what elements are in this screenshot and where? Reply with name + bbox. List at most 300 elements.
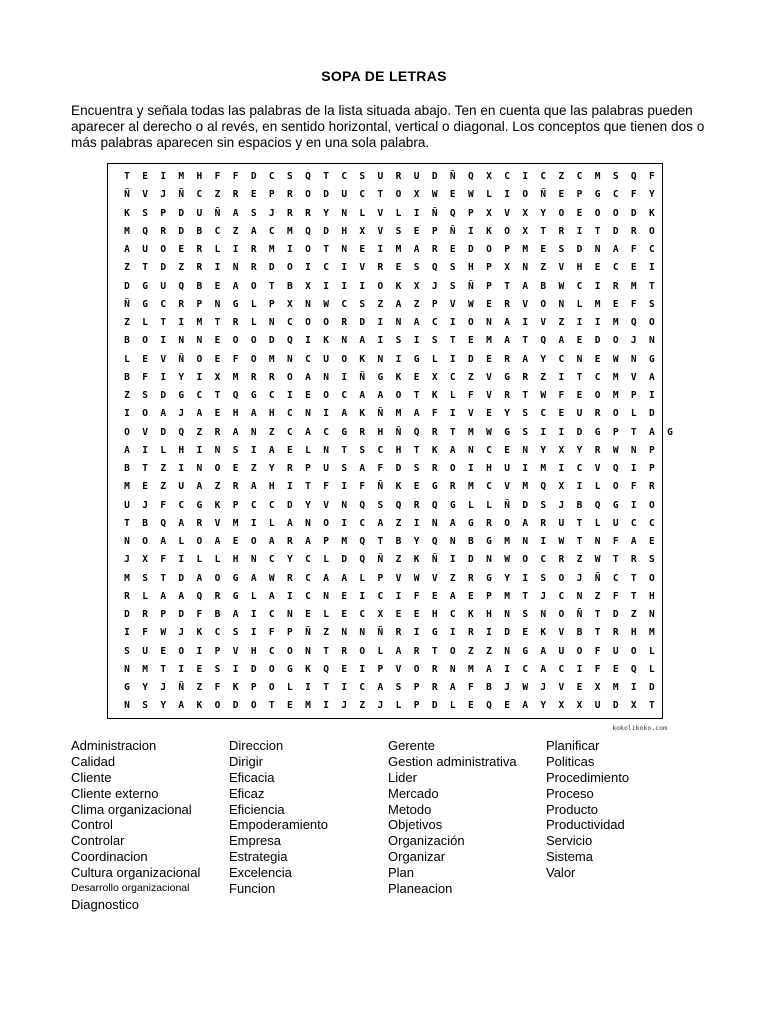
- grid-letter[interactable]: K: [431, 390, 438, 401]
- grid-letter[interactable]: Y: [268, 463, 275, 474]
- grid-letter[interactable]: V: [558, 682, 565, 693]
- grid-letter[interactable]: V: [486, 371, 492, 383]
- grid-letter[interactable]: V: [504, 481, 510, 493]
- grid-letter[interactable]: G: [196, 499, 203, 511]
- grid-letter[interactable]: D: [612, 225, 619, 237]
- grid-letter[interactable]: P: [160, 207, 167, 219]
- grid-letter[interactable]: Q: [431, 536, 438, 547]
- grid-letter[interactable]: T: [576, 517, 583, 529]
- grid-letter[interactable]: G: [649, 353, 655, 365]
- grid-letter[interactable]: V: [377, 225, 384, 237]
- grid-letter[interactable]: L: [268, 517, 275, 529]
- grid-letter[interactable]: M: [142, 663, 148, 675]
- grid-letter[interactable]: Y: [540, 444, 547, 456]
- grid-letter[interactable]: N: [431, 517, 438, 529]
- grid-letter[interactable]: P: [413, 682, 420, 693]
- grid-letter[interactable]: D: [178, 572, 185, 584]
- grid-letter[interactable]: C: [305, 554, 311, 566]
- grid-letter[interactable]: I: [540, 536, 547, 547]
- grid-letter[interactable]: S: [649, 298, 655, 310]
- grid-letter[interactable]: Z: [377, 298, 384, 310]
- grid-letter[interactable]: M: [124, 225, 130, 237]
- grid-letter[interactable]: R: [160, 225, 167, 237]
- grid-letter[interactable]: R: [395, 627, 402, 639]
- grid-letter[interactable]: G: [377, 371, 384, 383]
- grid-letter[interactable]: Y: [504, 572, 510, 584]
- grid-letter[interactable]: S: [612, 171, 619, 182]
- grid-letter[interactable]: E: [413, 481, 420, 493]
- grid-letter[interactable]: N: [214, 298, 221, 310]
- grid-letter[interactable]: H: [486, 609, 492, 620]
- grid-letter[interactable]: C: [486, 481, 492, 493]
- grid-letter[interactable]: A: [504, 317, 510, 328]
- grid-letter[interactable]: I: [178, 663, 185, 675]
- grid-letter[interactable]: X: [287, 298, 293, 310]
- grid-letter[interactable]: O: [268, 663, 275, 675]
- grid-letter[interactable]: N: [486, 554, 492, 566]
- grid-letter[interactable]: R: [431, 682, 438, 693]
- grid-letter[interactable]: I: [214, 262, 221, 274]
- grid-letter[interactable]: T: [522, 390, 529, 401]
- grid-letter[interactable]: B: [540, 280, 547, 292]
- grid-letter[interactable]: A: [160, 590, 167, 602]
- grid-letter[interactable]: Q: [232, 390, 239, 401]
- grid-letter[interactable]: O: [250, 335, 257, 347]
- grid-letter[interactable]: E: [468, 700, 474, 712]
- grid-letter[interactable]: L: [323, 609, 329, 620]
- grid-letter[interactable]: J: [576, 572, 583, 584]
- grid-letter[interactable]: O: [359, 645, 366, 657]
- grid-letter[interactable]: L: [649, 663, 655, 675]
- grid-letter[interactable]: Ñ: [431, 554, 438, 566]
- grid-letter[interactable]: M: [232, 517, 239, 529]
- grid-letter[interactable]: C: [359, 609, 366, 620]
- grid-letter[interactable]: D: [468, 353, 474, 365]
- grid-letter[interactable]: D: [359, 317, 366, 328]
- grid-letter[interactable]: N: [323, 444, 329, 456]
- grid-letter[interactable]: R: [287, 463, 293, 474]
- grid-letter[interactable]: G: [341, 426, 348, 438]
- grid-letter[interactable]: B: [124, 335, 130, 347]
- grid-letter[interactable]: Q: [540, 481, 547, 493]
- grid-letter[interactable]: C: [576, 280, 583, 292]
- grid-letter[interactable]: S: [395, 225, 402, 237]
- grid-letter[interactable]: Y: [178, 371, 185, 383]
- grid-letter[interactable]: J: [540, 682, 547, 693]
- grid-letter[interactable]: I: [468, 463, 474, 474]
- grid-letter[interactable]: D: [287, 499, 293, 511]
- grid-letter[interactable]: F: [612, 590, 619, 602]
- grid-letter[interactable]: H: [341, 225, 348, 237]
- grid-letter[interactable]: Ñ: [124, 189, 130, 201]
- grid-letter[interactable]: O: [142, 335, 148, 347]
- grid-letter[interactable]: N: [649, 609, 655, 620]
- grid-letter[interactable]: M: [522, 244, 529, 255]
- grid-letter[interactable]: P: [486, 262, 492, 274]
- grid-letter[interactable]: I: [395, 590, 402, 602]
- grid-letter[interactable]: M: [305, 700, 311, 712]
- grid-letter[interactable]: L: [449, 390, 456, 401]
- grid-letter[interactable]: H: [268, 408, 275, 420]
- grid-letter[interactable]: I: [413, 335, 420, 347]
- grid-letter[interactable]: P: [504, 244, 510, 255]
- grid-letter[interactable]: E: [232, 536, 239, 547]
- grid-letter[interactable]: C: [268, 390, 275, 401]
- grid-letter[interactable]: D: [250, 171, 257, 182]
- grid-letter[interactable]: E: [287, 444, 293, 456]
- grid-letter[interactable]: I: [341, 481, 348, 493]
- grid-letter[interactable]: X: [558, 700, 565, 712]
- grid-letter[interactable]: I: [178, 554, 185, 566]
- grid-letter[interactable]: Q: [323, 663, 329, 675]
- grid-letter[interactable]: S: [359, 444, 366, 456]
- grid-letter[interactable]: I: [522, 463, 529, 474]
- grid-letter[interactable]: V: [359, 262, 366, 274]
- grid-letter[interactable]: S: [359, 171, 366, 182]
- grid-letter[interactable]: O: [196, 353, 203, 365]
- grid-letter[interactable]: I: [558, 426, 565, 438]
- grid-letter[interactable]: U: [612, 645, 619, 657]
- grid-letter[interactable]: H: [431, 609, 438, 620]
- grid-letter[interactable]: O: [395, 390, 402, 401]
- grid-letter[interactable]: C: [612, 572, 619, 584]
- grid-letter[interactable]: O: [323, 317, 329, 328]
- grid-letter[interactable]: T: [449, 335, 456, 347]
- grid-letter[interactable]: J: [160, 682, 167, 693]
- grid-letter[interactable]: S: [522, 426, 529, 438]
- grid-letter[interactable]: N: [250, 554, 257, 566]
- grid-letter[interactable]: N: [341, 244, 348, 255]
- grid-letter[interactable]: Q: [359, 536, 366, 547]
- grid-letter[interactable]: O: [287, 371, 293, 383]
- grid-letter[interactable]: T: [522, 590, 529, 602]
- grid-letter[interactable]: P: [287, 627, 293, 639]
- grid-letter[interactable]: K: [323, 335, 329, 347]
- grid-letter[interactable]: E: [486, 408, 492, 420]
- grid-letter[interactable]: A: [522, 517, 529, 529]
- grid-letter[interactable]: D: [468, 554, 474, 566]
- grid-letter[interactable]: G: [413, 353, 420, 365]
- grid-letter[interactable]: N: [268, 317, 275, 328]
- grid-letter[interactable]: K: [395, 280, 402, 292]
- grid-letter[interactable]: G: [449, 499, 456, 511]
- grid-letter[interactable]: Ñ: [377, 554, 384, 566]
- grid-letter[interactable]: V: [232, 645, 239, 657]
- grid-letter[interactable]: N: [287, 609, 293, 620]
- grid-letter[interactable]: M: [232, 371, 239, 383]
- grid-letter[interactable]: E: [178, 244, 185, 255]
- grid-letter[interactable]: R: [250, 371, 257, 383]
- grid-letter[interactable]: L: [649, 645, 655, 657]
- grid-letter[interactable]: R: [196, 517, 203, 529]
- grid-letter[interactable]: O: [649, 499, 655, 511]
- grid-letter[interactable]: S: [395, 682, 402, 693]
- grid-letter[interactable]: W: [540, 390, 547, 401]
- grid-letter[interactable]: V: [395, 663, 402, 675]
- grid-letter[interactable]: O: [558, 572, 565, 584]
- grid-letter[interactable]: A: [341, 408, 348, 420]
- grid-letter[interactable]: Z: [160, 463, 167, 474]
- grid-letter[interactable]: C: [214, 627, 221, 639]
- grid-letter[interactable]: P: [305, 463, 311, 474]
- grid-letter[interactable]: Z: [540, 262, 547, 274]
- grid-letter[interactable]: L: [359, 572, 366, 584]
- grid-letter[interactable]: Z: [196, 426, 203, 438]
- grid-letter[interactable]: C: [540, 408, 547, 420]
- grid-letter[interactable]: P: [413, 700, 420, 712]
- grid-letter[interactable]: Q: [449, 207, 456, 219]
- grid-letter[interactable]: G: [232, 298, 239, 310]
- grid-letter[interactable]: Z: [268, 426, 275, 438]
- grid-letter[interactable]: R: [214, 590, 221, 602]
- grid-letter[interactable]: E: [395, 609, 402, 620]
- grid-letter[interactable]: G: [431, 481, 438, 493]
- grid-letter[interactable]: M: [594, 171, 601, 182]
- grid-letter[interactable]: O: [558, 207, 565, 219]
- grid-letter[interactable]: P: [468, 207, 474, 219]
- grid-letter[interactable]: A: [377, 390, 384, 401]
- grid-letter[interactable]: G: [142, 280, 148, 292]
- grid-letter[interactable]: I: [323, 408, 329, 420]
- grid-letter[interactable]: C: [305, 353, 311, 365]
- grid-letter[interactable]: A: [250, 225, 257, 237]
- grid-letter[interactable]: V: [142, 426, 148, 438]
- grid-letter[interactable]: T: [649, 280, 655, 292]
- grid-letter[interactable]: T: [341, 444, 348, 456]
- grid-letter[interactable]: J: [377, 700, 384, 712]
- grid-letter[interactable]: D: [576, 426, 583, 438]
- grid-letter[interactable]: I: [630, 463, 637, 474]
- grid-letter[interactable]: I: [558, 463, 565, 474]
- grid-letter[interactable]: R: [413, 499, 420, 511]
- grid-letter[interactable]: F: [377, 463, 384, 474]
- grid-letter[interactable]: B: [196, 225, 203, 237]
- grid-letter[interactable]: E: [287, 700, 293, 712]
- grid-letter[interactable]: V: [323, 499, 329, 511]
- grid-letter[interactable]: Ñ: [468, 280, 474, 292]
- grid-letter[interactable]: Z: [558, 317, 565, 328]
- grid-letter[interactable]: R: [287, 207, 293, 219]
- grid-letter[interactable]: Z: [558, 171, 565, 182]
- grid-letter[interactable]: A: [540, 645, 547, 657]
- grid-letter[interactable]: E: [413, 225, 420, 237]
- grid-letter[interactable]: K: [196, 700, 203, 712]
- grid-letter[interactable]: C: [504, 171, 510, 182]
- grid-letter[interactable]: T: [124, 517, 130, 529]
- grid-letter[interactable]: F: [214, 682, 221, 693]
- grid-letter[interactable]: G: [667, 426, 673, 438]
- grid-letter[interactable]: R: [630, 225, 637, 237]
- grid-letter[interactable]: Ñ: [395, 426, 402, 438]
- grid-letter[interactable]: N: [522, 536, 529, 547]
- grid-letter[interactable]: H: [468, 262, 474, 274]
- grid-letter[interactable]: N: [323, 371, 329, 383]
- grid-letter[interactable]: F: [468, 390, 474, 401]
- grid-letter[interactable]: E: [594, 353, 601, 365]
- grid-letter[interactable]: D: [612, 700, 619, 712]
- grid-letter[interactable]: C: [612, 262, 619, 274]
- grid-letter[interactable]: C: [160, 298, 167, 310]
- grid-letter[interactable]: G: [468, 517, 474, 529]
- grid-letter[interactable]: E: [522, 627, 529, 639]
- grid-letter[interactable]: L: [124, 353, 130, 365]
- grid-letter[interactable]: O: [504, 225, 510, 237]
- grid-letter[interactable]: N: [196, 463, 203, 474]
- grid-letter[interactable]: Q: [630, 171, 637, 182]
- grid-letter[interactable]: C: [576, 171, 583, 182]
- grid-letter[interactable]: O: [250, 700, 257, 712]
- grid-letter[interactable]: Z: [594, 590, 601, 602]
- grid-letter[interactable]: C: [268, 645, 275, 657]
- grid-letter[interactable]: T: [214, 390, 221, 401]
- grid-letter[interactable]: C: [268, 171, 275, 182]
- grid-letter[interactable]: B: [576, 499, 583, 511]
- grid-letter[interactable]: N: [124, 536, 130, 547]
- grid-letter[interactable]: O: [649, 572, 655, 584]
- grid-letter[interactable]: T: [323, 682, 329, 693]
- grid-letter[interactable]: A: [413, 408, 420, 420]
- grid-letter[interactable]: T: [377, 536, 384, 547]
- grid-letter[interactable]: A: [196, 481, 203, 493]
- grid-letter[interactable]: C: [594, 371, 601, 383]
- grid-letter[interactable]: N: [594, 536, 601, 547]
- grid-letter[interactable]: A: [232, 280, 239, 292]
- grid-letter[interactable]: U: [142, 645, 148, 657]
- grid-letter[interactable]: A: [504, 335, 510, 347]
- grid-letter[interactable]: A: [359, 335, 366, 347]
- grid-letter[interactable]: D: [160, 262, 167, 274]
- grid-letter[interactable]: T: [576, 371, 583, 383]
- grid-letter[interactable]: U: [341, 189, 348, 201]
- grid-letter[interactable]: C: [196, 390, 203, 401]
- grid-letter[interactable]: R: [341, 317, 348, 328]
- grid-letter[interactable]: I: [232, 244, 239, 255]
- grid-letter[interactable]: L: [449, 700, 456, 712]
- grid-letter[interactable]: A: [395, 645, 402, 657]
- grid-letter[interactable]: A: [250, 408, 257, 420]
- grid-letter[interactable]: Z: [196, 682, 203, 693]
- grid-letter[interactable]: D: [268, 262, 275, 274]
- grid-letter[interactable]: A: [377, 517, 384, 529]
- grid-letter[interactable]: L: [395, 207, 402, 219]
- grid-letter[interactable]: I: [630, 682, 637, 693]
- grid-letter[interactable]: D: [178, 225, 185, 237]
- grid-letter[interactable]: S: [649, 554, 655, 566]
- grid-letter[interactable]: Q: [630, 663, 637, 675]
- grid-letter[interactable]: R: [341, 645, 348, 657]
- grid-letter[interactable]: N: [305, 517, 311, 529]
- grid-letter[interactable]: Q: [305, 225, 311, 237]
- grid-letter[interactable]: F: [649, 171, 655, 182]
- grid-letter[interactable]: Z: [468, 645, 474, 657]
- grid-letter[interactable]: P: [649, 444, 655, 456]
- grid-letter[interactable]: Q: [359, 554, 366, 566]
- grid-letter[interactable]: I: [449, 408, 456, 420]
- grid-letter[interactable]: K: [431, 444, 438, 456]
- grid-letter[interactable]: I: [649, 262, 655, 274]
- grid-letter[interactable]: I: [449, 353, 456, 365]
- grid-letter[interactable]: P: [630, 390, 637, 401]
- grid-letter[interactable]: Q: [160, 517, 167, 529]
- grid-letter[interactable]: N: [359, 627, 366, 639]
- grid-letter[interactable]: F: [232, 171, 239, 182]
- grid-letter[interactable]: R: [142, 609, 148, 620]
- grid-letter[interactable]: T: [142, 463, 148, 474]
- grid-letter[interactable]: E: [576, 390, 583, 401]
- grid-letter[interactable]: Q: [612, 463, 619, 474]
- grid-letter[interactable]: D: [323, 225, 329, 237]
- grid-letter[interactable]: D: [431, 171, 438, 182]
- grid-letter[interactable]: N: [305, 645, 311, 657]
- grid-letter[interactable]: I: [395, 353, 402, 365]
- grid-letter[interactable]: R: [431, 663, 438, 675]
- grid-letter[interactable]: A: [449, 444, 456, 456]
- grid-letter[interactable]: I: [178, 317, 185, 328]
- grid-letter[interactable]: H: [576, 262, 583, 274]
- grid-letter[interactable]: E: [305, 609, 311, 620]
- grid-letter[interactable]: U: [504, 463, 510, 474]
- grid-letter[interactable]: O: [142, 408, 148, 420]
- grid-letter[interactable]: K: [540, 627, 547, 639]
- grid-letter[interactable]: S: [522, 609, 529, 620]
- grid-letter[interactable]: A: [178, 590, 185, 602]
- grid-letter[interactable]: I: [178, 463, 185, 474]
- grid-letter[interactable]: G: [504, 426, 510, 438]
- grid-letter[interactable]: I: [232, 663, 239, 675]
- grid-letter[interactable]: E: [214, 335, 221, 347]
- grid-letter[interactable]: N: [558, 298, 565, 310]
- grid-letter[interactable]: A: [250, 481, 257, 493]
- grid-letter[interactable]: C: [359, 189, 366, 201]
- grid-letter[interactable]: G: [594, 426, 601, 438]
- grid-letter[interactable]: D: [178, 207, 185, 219]
- grid-letter[interactable]: Q: [359, 499, 366, 511]
- grid-letter[interactable]: I: [196, 444, 203, 456]
- grid-letter[interactable]: L: [250, 317, 257, 328]
- grid-letter[interactable]: H: [486, 463, 492, 474]
- grid-letter[interactable]: N: [522, 444, 529, 456]
- grid-letter[interactable]: O: [214, 700, 221, 712]
- grid-letter[interactable]: O: [395, 189, 402, 201]
- grid-letter[interactable]: D: [468, 244, 474, 255]
- grid-letter[interactable]: Q: [431, 499, 438, 511]
- grid-letter[interactable]: T: [630, 426, 637, 438]
- grid-letter[interactable]: P: [196, 298, 203, 310]
- grid-letter[interactable]: R: [522, 371, 529, 383]
- grid-letter[interactable]: R: [540, 517, 547, 529]
- grid-letter[interactable]: G: [594, 189, 601, 201]
- grid-letter[interactable]: Ñ: [178, 682, 185, 693]
- grid-letter[interactable]: P: [649, 463, 655, 474]
- grid-letter[interactable]: P: [268, 298, 275, 310]
- grid-letter[interactable]: R: [468, 627, 474, 639]
- grid-letter[interactable]: J: [341, 700, 348, 712]
- grid-letter[interactable]: I: [305, 262, 311, 274]
- grid-letter[interactable]: C: [612, 189, 619, 201]
- grid-letter[interactable]: A: [124, 244, 130, 255]
- grid-letter[interactable]: C: [359, 517, 366, 529]
- grid-letter[interactable]: T: [377, 189, 384, 201]
- grid-letter[interactable]: Z: [232, 225, 239, 237]
- grid-letter[interactable]: I: [250, 517, 257, 529]
- grid-letter[interactable]: Y: [160, 700, 167, 712]
- grid-letter[interactable]: J: [540, 590, 547, 602]
- grid-letter[interactable]: B: [287, 280, 293, 292]
- grid-letter[interactable]: O: [287, 262, 293, 274]
- grid-letter[interactable]: T: [268, 700, 275, 712]
- grid-letter[interactable]: C: [486, 444, 492, 456]
- grid-letter[interactable]: R: [287, 536, 293, 547]
